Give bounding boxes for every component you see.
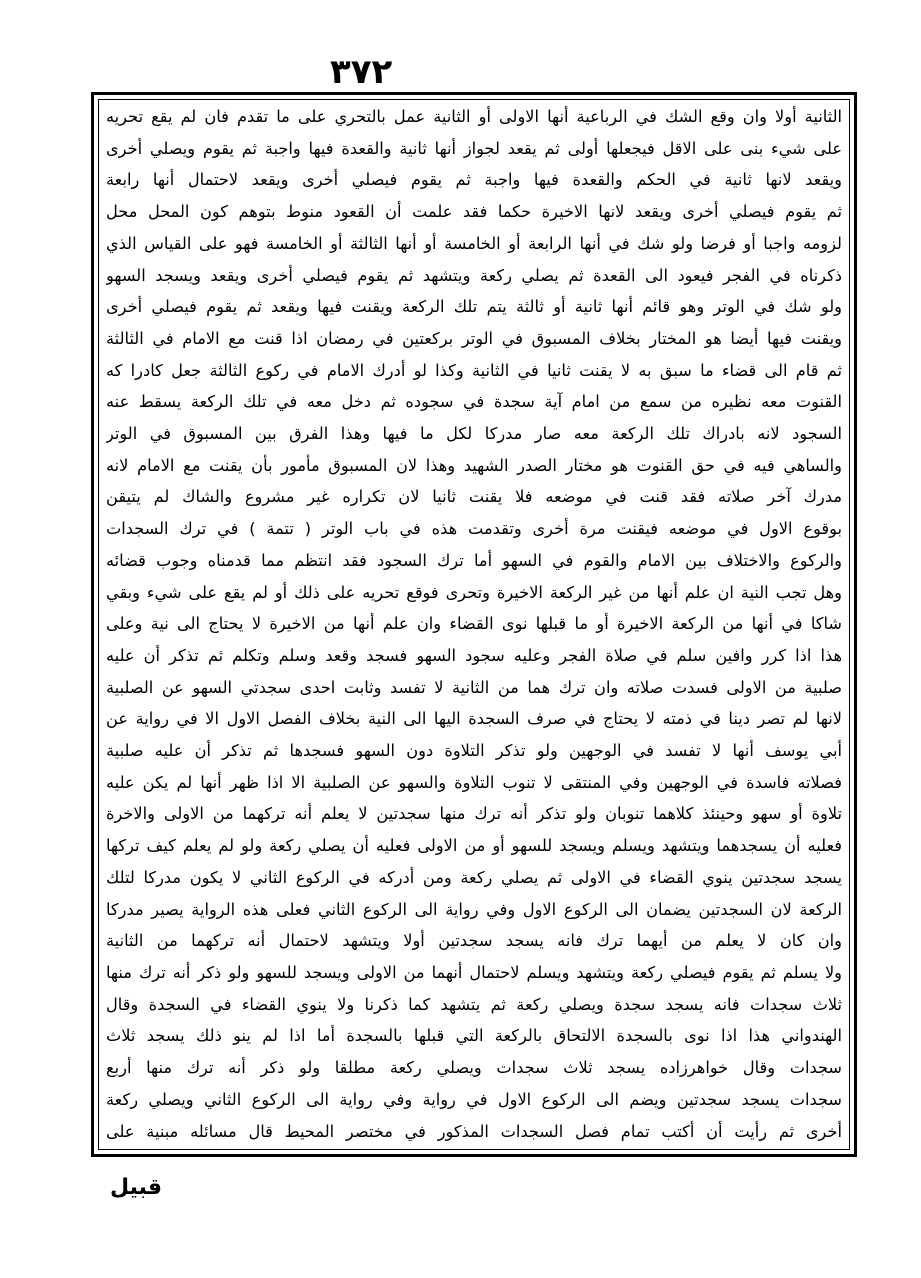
- text-line: سجدات يسجد سجدتين ويضم الى الركوع الاول في رواية وفي رواية الى الركوع الثاني ويصلي ركعة: [106, 1089, 842, 1109]
- text-line: أبي يوسف أنها لا تفسد في الوجهين ولو تذكر التلاوة دون السهو فسجدها ثم تذكر أن عليه صلبية: [106, 741, 842, 761]
- text-line: والركوع والاختلاف بين الامام والقوم في السهو أما ترك السجود فقد انتظم مما قدمناه وجوب قضائه: [106, 550, 842, 570]
- text-line: والساهي فيه في حق القنوت هو مختار الصدر الشهيد وهذا لان المسبوق مأمور بأن يقنت مع الامام لانه: [106, 455, 842, 475]
- text-line: شاكا في أنها من الركعة الاخيرة أو ما قبلها نوى القضاء وان علم أنها من الاخيرة لا يحتاج الى نية وعلى: [106, 614, 842, 634]
- text-line: تلاوة أو سهو وحينئذ كلاهما تنوبان ولو تذكر أنه ترك منها سجدتين لا يعلم أنه تركهما من الاولى والاخرة: [106, 804, 842, 824]
- text-line: وان كان لا يعلم من أيهما ترك فانه يسجد سجدتين أولا ويتشهد لاحتمال أنه تركهما من الثانية: [106, 931, 842, 951]
- text-line: [106, 1147, 842, 1148]
- text-line: الركعة لان السجدتين يضمان الى الركوع الاول وفي رواية الى الركوع الثاني فعلى هذه الرواية يصير مدركا: [106, 899, 842, 919]
- text-line: ويقنت فيها أيضا هو المختار بخلاف المسبوق في الوتر بركعتين في رمضان اذا قنت مع الامام في الثالثة: [106, 328, 842, 348]
- text-line: هذا اذا كرر وافين سلم في صلاة الفجر وعليه سجود السهو فسجد وقعد وسلم وتكلم ثم تذكر أن عليه: [106, 645, 842, 665]
- text-line: يسجد سجدتين ينوي القضاء في الاولى ثم يصلي ركعة ومن أدركه في الركوع الثاني لا يكون مدركا لتلك: [106, 867, 842, 887]
- page-number: ٣٧٢: [330, 52, 393, 92]
- text-line: أخرى ثم رأيت أن أكتب تمام فصل السجدات المذكور في مختصر المحيط قال مسائله مبنية على: [106, 1121, 842, 1141]
- text-line: فصلاته فاسدة في الوجهين وفي المنتقى لا تنوب التلاوة والسهو عن الصلبية الا اذا ظهر أنها لم يكن عليه: [106, 772, 842, 792]
- body-text: [106, 101, 842, 1148]
- text-line: السجود لانه بادراك تلك الركعة معه صار مدركا لكل ما فيها وهذا الفرق بين المسبوق في الوتر: [106, 424, 842, 444]
- text-line: ذكرناه في الفجر فيعود الى القعدة ثم يصلي ركعة ويتشهد ثم يقوم فيصلي أخرى ويقعد ويسجد السهو: [106, 265, 842, 285]
- catchword: قبيل: [110, 1175, 163, 1200]
- text-line: ولا يسلم ثم يقوم فيصلي ركعة ويتشهد ويسلم لاحتمال أنهما من الاولى ويسجد للسهو ولو ذكر أنه ترك منها: [106, 962, 842, 982]
- text-line: سجدات وقال خواهرزاده يسجد ثلاث سجدات ويصلي ركعة مطلقا ولو ذكر أنه ترك منها أربع: [106, 1058, 842, 1078]
- text-line: فعليه أن يسجدهما ويتشهد ويسلم ويسجد للسهو أو من الاولى فعليه أن يصلي ركعة ولو لم يعلم كيف تركها: [106, 836, 842, 856]
- text-line: لانها لم تصر دينا في ذمته لا يحتاج في صرف السجدة اليها الى النية بخلاف الفصل الاول الا في رواية عن: [106, 709, 842, 729]
- text-line: بوقوع الاول في موضعه فيقنت مرة أخرى وتقدمت هذه في باب الوتر ( تتمة ) في ترك السجدات: [106, 519, 842, 539]
- text-line: ثم قام الى قضاء ما سبق به لا يقنت ثانيا في الثانية وكذا لو أدرك الامام في ركوع الثالثة جعل كادرا كه: [106, 360, 842, 380]
- text-line: الثانية أولا وان وقع الشك في الرباعية أنها الاولى أو الثانية عمل بالتحري على ما تقدم فان لم يقع تحريه: [106, 107, 842, 126]
- text-line: ولو شك في الوتر وهو قائم أنها ثانية أو ثالثة يتم تلك الركعة ويقنت فيها ويقعد ثم يقوم فيصلي أخرى: [106, 297, 842, 317]
- text-line: ثلاث سجدات فانه يسجد سجدة ويصلي ركعة ثم يتشهد كما ذكرنا ولا ينوي القضاء في السجدة وقال: [106, 994, 842, 1014]
- text-line: ثم يقوم فيصلي أخرى ويقعد لانها الاخيرة حكما فقد علمت أن القعود منوط بتوهم كون المحل محل: [106, 202, 842, 222]
- text-line: ويقعد لانها ثانية في الحكم والقعدة فيها واجبة ثم يقوم فيصلي أخرى ويقعد لاحتمال أنها رابعة: [106, 170, 842, 190]
- text-line: مدرك آخر صلاته فقد قنت في موضعه فلا يقنت ثانيا لان تكراره غير مشروع والشاك لم يتيقن: [106, 487, 842, 507]
- text-line: لزومه واجبا أو فرضا ولو شك في أنها الرابعة أو الخامسة أو أنها الثالثة أو الخامسة فهو على القياس الذي: [106, 233, 842, 253]
- text-line: على شيء بنى على الاقل فيجعلها أولى ثم يقعد لجواز أنها ثانية والقعدة فيها واجبة ثم يقوم ويصلي أخرى: [106, 138, 842, 158]
- text-frame: [91, 92, 857, 1157]
- text-line: القنوت معه نظيره من سمع من امام آية سجدة في سجوده ثم دخل معه في تلك الركعة يسقط عنه: [106, 392, 842, 412]
- text-line: صلبية من الاولى فسدت صلاته وان ترك هما من الثانية لا تفسد وثابت احدى سجدتي السهو عن الصلبية: [106, 677, 842, 697]
- text-line: الهندواني هذا اذا نوى بالسجدة الالتحاق بالركعة التي قبلها بالسجدة أما اذا لم ينو ذلك يسجد ثلاث: [106, 1026, 842, 1046]
- text-line: وهل تجب النية ان علم أنها من غير الركعة الاخيرة وتحرى فوقع تحريه على ذلك أو لم يقع على شيء وبقي: [106, 582, 842, 602]
